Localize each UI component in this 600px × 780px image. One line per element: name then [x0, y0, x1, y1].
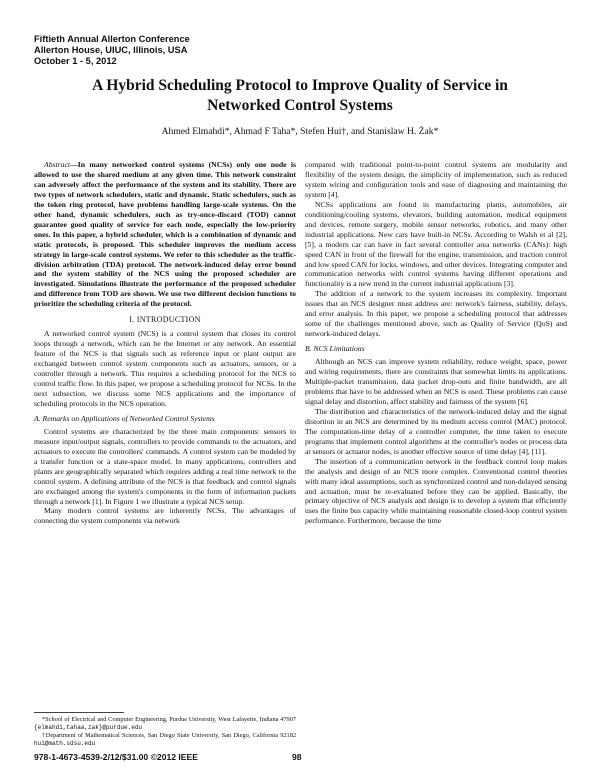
conference-venue: Allerton House, UIUC, Illinois, USA — [34, 45, 188, 55]
footnote-2-email: hui@math.sdsu.edu — [34, 740, 96, 748]
paper-title — [40, 76, 560, 116]
right-paragraph-4: Although an NCS can improve system reliability, reduce weight, space, power and wiring requirements, there are constraints that somewhat limits its applications. Multiple-packet transmission, data packet drop-outs and finite bandwidth, are all problems that have to be addressed when an NCS is used. These problems can cause signal delay and distortion, affect stability and fairness of the system [6]. — [305, 357, 567, 406]
right-paragraph-5: The distribution and characteristics of the network-induced delay and the signal distortion in an NCS are determined by its medium access control (MAC) protocol. The computation-time delay of a controller computer, the time taken to execute programs that implement control algorithms at the controller's nodes or process data at sensors or actuator nodes, is another effective source of time delay [4], [11]. — [305, 406, 567, 456]
paper-title-line-1: A Hybrid Scheduling Protocol to Improve Quality of Service in — [92, 77, 508, 94]
conference-name: Fiftieth Annual Allerton Conference — [34, 34, 190, 44]
author-list: Ahmed Elmahdi*, Ahmad F Taha*, Stefen Hui†, and Stanislaw H. Żak* — [161, 126, 439, 137]
conference-dates: October 1 - 5, 2012 — [34, 56, 117, 66]
intro-paragraph-2: Control systems are characterized by the three main components: sensors to measure input/output signals, controllers to provide commands to the actuators, and actuators to execute the controllers' commands. A control system can be modeled by a transfer function or a state-space model. In many applications, controllers and plants are geographically separated which requires adding a real time network to the control system. A defining attribute of the NCS is that feedback and control signals are exchanged among the system's components in the form of information packets through a network [1]. In Figure 1 we illustrate a typical NCS setup. — [34, 426, 296, 506]
abstract-text: —In many networked control systems (NCSs) only one node is allowed to use the shared medium at any given time. This network constraint can adversely affect the performance of the system and its stability. There are two types of network schedulers, static and dynamic. Static schedulers, such as the token ring protocol, have problems handling large-scale systems. On the other hand, dynamic schedulers, such as try-once-discard (TOD) cannot guarantee good quality of service for each node, especially the low-priority ones. In this paper, a hybrid scheduler, which is a combination of dynamic and static protocols, is proposed. This scheduler improves the medium access strategy in large-scale control systems. We refer to this scheduler as the traffic-division arbitration (TDA) protocol. The network-induced delay error bound and the system stability of the NCS using the proposed scheduler are investigated. Simulations illustrate the performance of the proposed scheduler and difference from TOD are shown. We use two different decision functions to prioritize the scheduling criteria of the protocol. — [34, 160, 296, 309]
footnote-rule — [34, 712, 124, 713]
right-paragraph-6: The insertion of a communication network in the feedback control loop makes the analysis and design of an NCS more complex. Conventional control theories with many ideal assumptions, such as synchronized control and non-delayed sensing and actuation, must be re-evaluated before they can be applied. Basically, the primary objective of NCS analysis and design is to develop a system that efficiently uses the finite bus capacity while maintaining reasonable closed-loop control system performance. Furthermore, because the time — [305, 456, 567, 526]
abstract-lead: Abstract — [44, 160, 71, 169]
right-paragraph-2: NCSs applications are found in manufacturing plants, automobiles, air conditioning/cooling systems, elevators, building automation, medical equipment and devices, remote surgery, mobile sensor networks, robotics, and many other industrial applications. New cars have built-in NCSs. According to Walsh et al [2], [5], a modern car can have in fact several controller area networks (CANs): high speed CAN in front of the firewall for the engine, transmission, and traction control and low speed CAN for locks, windows, and other devices. Integrating computer and communication networks with control systems having different operations and functionality is a new trend in the current industrial applications [3]. — [305, 199, 567, 289]
right-paragraph-3: The addition of a network to the system increases its complexity. Important issues that an NCS designer must address are: network's fairness, stability, delays, and error analysis. In this paper, we propose a scheduling protocol that addresses some of the challenges mentioned above, such as Quality of Service (QoS) and network-induced delays. — [305, 289, 567, 339]
left-column — [34, 160, 296, 526]
page-number: 98 — [292, 752, 302, 762]
section-heading-introduction: I. INTRODUCTION — [129, 315, 201, 325]
paper-title-line-2: Networked Control Systems — [207, 97, 393, 114]
right-column — [305, 160, 567, 526]
isbn-copyright: 978-1-4673-4539-2/12/$31.00 ©2012 IEEE — [34, 752, 199, 762]
footnotes — [34, 716, 296, 748]
subsection-heading-applications: A. Remarks on Applications of Networked Control Systems — [34, 413, 215, 423]
right-paragraph-1: compared with traditional point-to-point control systems are modularity and flexibility of the system design, the simplicity of implementation, such as reduced system wiring and configuration tools and ease of diagnosing and maintaining the system [4]. — [305, 160, 567, 199]
subsection-heading-limitations: B. NCS Limitations — [305, 344, 365, 354]
footnote-2-text: †Department of Mathematical Sciences, San Diego State University, San Diego, California 92182 — [42, 732, 296, 740]
footnote-1-emails: {elmahdi,tahaa,zak}@purdue.edu — [34, 724, 143, 732]
footnote-1-text: *School of Electrical and Computer Engineering, Purdue University, West Lafayette, Indiana 47907 — [42, 716, 296, 723]
footnote-1 — [34, 716, 296, 732]
footnote-2 — [34, 732, 296, 748]
conference-header — [34, 34, 434, 67]
intro-paragraph-1: A networked control system (NCS) is a control system that closes its control loops through a network, which can be the Internet or any network. An essential feature of the NCS is that signals such as reference input or plant output are exchanged between control system components such as actuators, sensors, or a controller through a network. This requires a scheduling protocol for the NCS to control traffic flow. In this paper, we propose a scheduling protocol for NCSs. In the next subsection, we discuss some NCS applications and the importance of scheduling protocols in the NCS operation. — [34, 329, 296, 408]
intro-paragraph-3: Many modern control systems are inherently NCSs. The advantages of connecting the system components via network — [34, 506, 296, 526]
abstract — [34, 160, 296, 309]
